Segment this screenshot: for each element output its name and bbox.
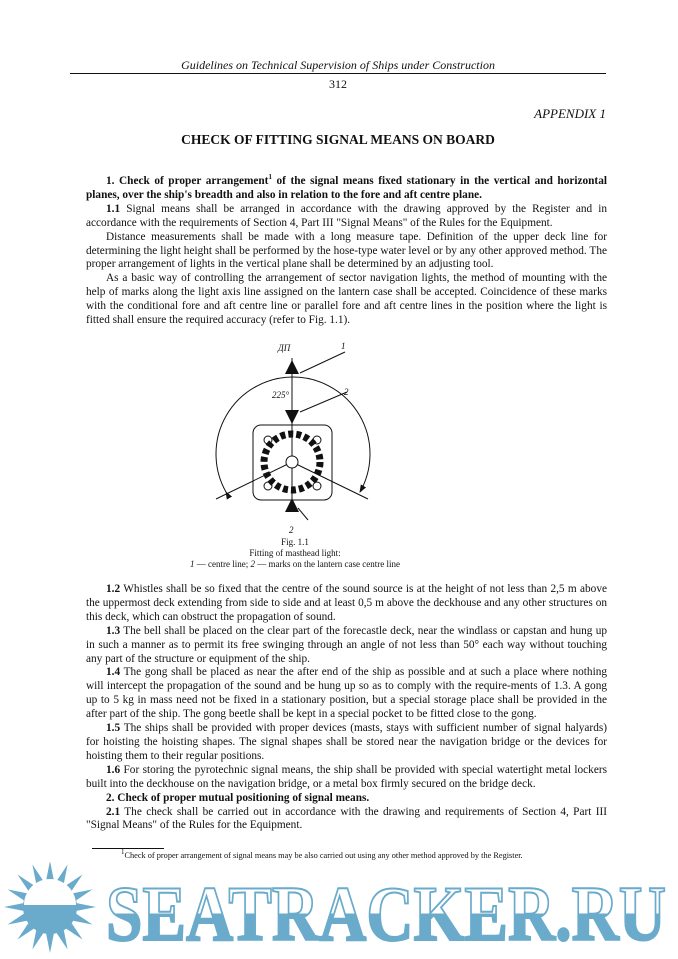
figure-legend [150,559,440,569]
heading-text: 1. Check of proper arrangement [106,175,269,187]
running-header: Guidelines on Technical Supervision of Ships under Construction [181,58,495,72]
paragraph-number: 1.1 [106,202,121,215]
paragraph [86,625,607,667]
mark-arrow-down-icon [285,410,299,424]
paragraph-number: 1.5 [106,722,121,735]
legend-text: — marks on the lantern case centre line [255,559,400,569]
paragraph [86,806,607,834]
section-1-text [86,175,607,328]
paragraph-text: The gong shall be placed as near the after end of the ship as possible and at such a place where nothing will intercept the propagation of the sound and be hung up so as to comply with the require-ments of 1.3. A gong up to 5 kg in mass need not be fixed in a stationary position, but a special storage place shall be provided in the after part of the ship. The gong beetle shall be kept in a special pocket to be fitted close to the gong. [86,666,607,721]
paragraph-number: 1.2 [106,583,121,595]
heading-text: of the signal means fixed stationary in the vertical and horizontal planes, over the ship's breadth and also in relation to the fore and aft centre plane. [86,175,607,201]
angle-label: 225° [272,390,290,400]
label-2-bottom: 2 [289,525,294,535]
footnote-mark: 1 [121,848,125,857]
label-1: 1 [341,341,346,351]
footnote-text: Check of proper arrangement of signal means may be also carried out using any other method approved by the Register. [124,851,523,860]
paragraph-text: Whistles shall be so fixed that the centre of the sound source is at the height of not less than 2,5 m above the uppermost deck extending from side to side and at least 0,5 m above the deckhouse and any other structures on this deck, which can obstruct the propagation of sound. [86,583,607,623]
sector-boundary-right [292,462,368,499]
section-1-heading [86,175,607,203]
header-rule [70,73,606,74]
sector-boundary-left [216,462,292,499]
paragraph-number: 1.6 [106,763,121,776]
paragraph [86,722,607,764]
lantern-centre [286,456,298,468]
paragraph-text: The check shall be carried out in accordance with the drawing and requirements of Section 4, Part III "Signal Means" of the Rules for the Equipment. [86,805,607,832]
paragraph [86,666,607,722]
paragraph-text: The bell shall be placed on the clear part of the forecastle deck, near the windlass or capstan and hung up in such a manner as to permit its free swinging through an angle of not less than 50° each way without touching any part of the structure or equipment of the ship. [86,624,607,665]
sun-icon [4,862,96,953]
paragraph: Distance measurements shall be made with a long measure tape. Definition of the upper deck line for determining the light height shall be performed by the hose-type water level or by any other approved method. The proper arrangement of lights in the vertical plane shall be determined by an adjusting tool. [86,230,607,271]
paragraph-text: For storing the pyrotechnic signal means, the ship shall be provided with special watertight metal lockers built into the deckhouse on the navigation bridge, or a metal box firmly secured on the bridge deck. [86,763,607,790]
page-number: 312 [329,77,347,91]
legend-text: — centre line; [194,559,251,569]
paragraph-number: 1.3 [106,624,121,637]
legend-num: 2 [250,559,256,569]
arrow-up-icon [285,360,299,374]
paragraph [86,764,607,792]
seatracker-watermark-logo [0,862,678,959]
figure-number: Fig. 1.1 [281,537,309,547]
footnote [86,848,607,860]
appendix-label: APPENDIX 1 [534,106,606,121]
paragraph-text: Signal means shall be arranged in accordance with the drawing approved by the Register and in accordance with the requirements of Section 4, Part III "Signal Means" of the Rules for the Equipment. [86,202,607,229]
section-2-heading: 2. Check of proper mutual positioning of signal means. [106,791,370,804]
figure-caption: Fitting of masthead light: [249,548,341,558]
paragraph-number: 2.1 [106,805,121,818]
paragraph: As a basic way of controlling the arrangement of sector navigation lights, the method of mounting with the help of marks along the light axis line assigned on the lantern case shall be accepted. Coincidence of these marks with the conditional fore and aft centre line or parallel fore and aft centre lines in the position where the light is fitted shall ensure the required accuracy (refer to Fig. 1.1). [86,272,607,327]
paragraph [86,583,607,625]
label-2: 2 [344,387,349,397]
leader-1 [300,352,345,373]
watermark-text: SEATRACKER.RU [106,870,666,957]
footnote-ref[interactable]: 1 [268,173,272,182]
page-title: CHECK OF FITTING SIGNAL MEANS ON BOARD [181,132,495,147]
label-dp: ДП [278,343,291,353]
section-1b-text [86,583,607,833]
leader-2 [300,392,347,412]
paragraph-text: The ships shall be provided with proper devices (masts, stays with sufficient number of signal halyards) for hoisting the hoisting shapes. The signal shapes shall be stored near the navigation bridge or the devices for hoisting them to their regular positions. [86,722,607,762]
leader-2-bottom [298,508,308,520]
footnote-rule [92,848,164,849]
legend-num: 1 [190,559,195,569]
paragraph-number: 1.4 [106,666,121,679]
paragraph [86,203,607,231]
